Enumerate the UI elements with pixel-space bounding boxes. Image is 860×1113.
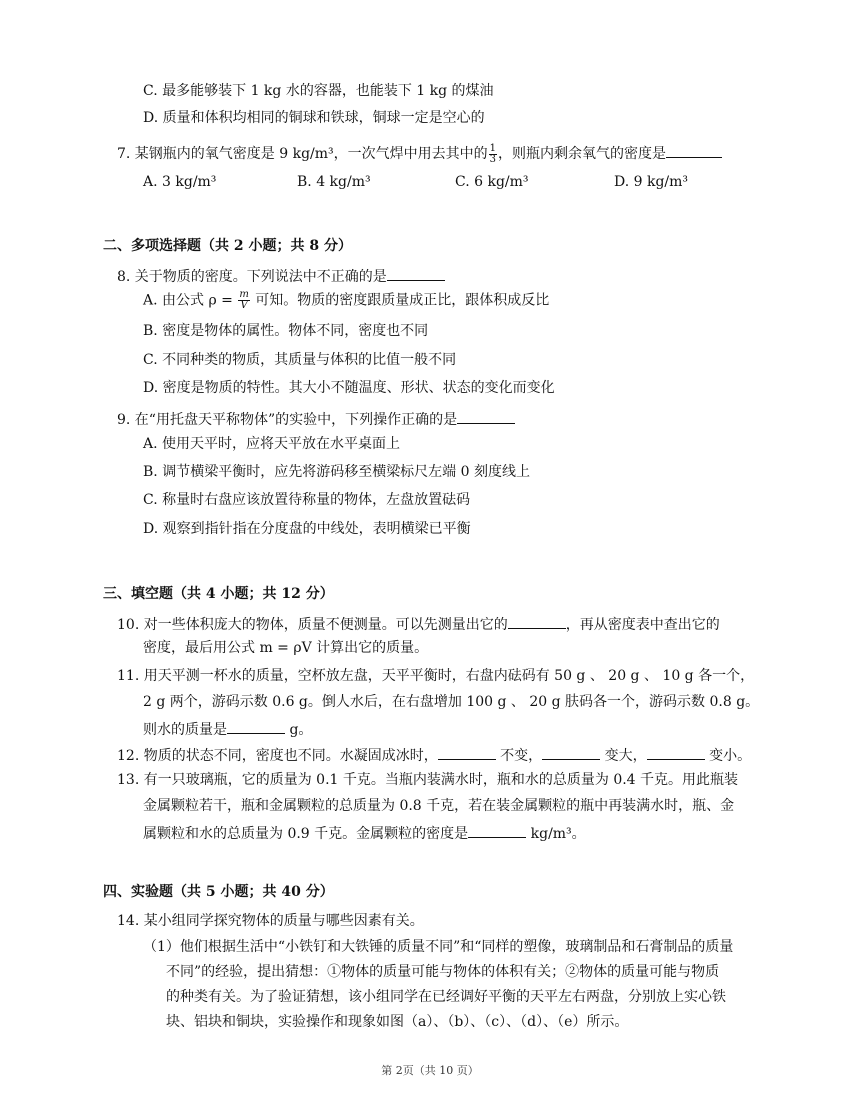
q8-option-a-part2: 可知。物质的密度跟质量成正比，跟体积成反比 xyxy=(250,292,550,309)
q8-density-formula-fraction xyxy=(238,290,249,311)
q12-answer-blank-2[interactable] xyxy=(542,744,600,760)
q7-stem-part1: 7. 某钢瓶内的氧气密度是 9 kg/m³，一次气焊中用去其中的 xyxy=(117,146,488,162)
q9-option-d: D. 观察到指针指在分度盘的中线处，表明横梁已平衡 xyxy=(143,521,471,537)
q8-fraction-numerator: m xyxy=(239,289,249,300)
q13-line-2: 金属颗粒若干，瓶和金属颗粒的总质量为 0.8 千克，若在装金属颗粒的瓶中再装满水时，瓶、金 xyxy=(143,798,735,814)
q9-option-b: B. 调节横梁平衡时，应先将游码移至横梁标尺左端 0 刻度线上 xyxy=(143,464,530,480)
q12-answer-blank-1[interactable] xyxy=(438,744,496,760)
q12-text-part3: 变大， xyxy=(600,748,647,764)
q10-text-part2: ，再从密度表中查出它的 xyxy=(565,617,720,633)
q13-answer-blank[interactable] xyxy=(468,822,526,838)
q8-stem-text: 8. 关于物质的密度。下列说法中不正确的是 xyxy=(117,269,387,285)
q10-text-part1: 10. 对一些体积庞大的物体，质量不便测量。可以先测量出它的 xyxy=(117,617,508,633)
q6-option-d: D. 质量和体积均相同的铜球和铁球，铜球一定是空心的 xyxy=(143,110,485,126)
q11-answer-blank[interactable] xyxy=(227,718,285,734)
q7-option-b: B. 4 kg/m³ xyxy=(297,174,371,190)
q8-option-d: D. 密度是物质的特性。其大小不随温度、形状、状态的变化而变化 xyxy=(143,380,555,396)
q12-text-part4: 变小。 xyxy=(704,748,752,764)
q13-line-3 xyxy=(143,822,586,844)
q7-option-d: D. 9 kg/m³ xyxy=(614,174,689,190)
q8-option-b: B. 密度是物体的属性。物体不同，密度也不同 xyxy=(143,323,429,339)
q12-line xyxy=(117,744,751,766)
section-4-heading: 四、实验题（共 5 小题；共 40 分） xyxy=(103,884,334,900)
q12-text-part2: 不变， xyxy=(495,748,543,764)
q13-text-part1: 属颗粒和水的总质量为 0.9 千克。金属颗粒的密度是 xyxy=(143,826,469,842)
q12-answer-blank-3[interactable] xyxy=(647,744,705,760)
q10-line-1 xyxy=(117,613,720,635)
q7-stem-part2: ，则瓶内剩余氧气的密度是 xyxy=(498,146,667,162)
q11-line-1: 11. 用天平测一杯水的质量，空杯放左盘，天平平衡时，右盘内砝码有 50 g 、 20 g 、 10 g 各一个， xyxy=(117,668,755,684)
q14-sub1-line-4: 块、铝块和铜块，实验操作和现象如图（a）、（b）、（c）、（d）、（e）所示。 xyxy=(166,1014,629,1030)
q7-stem xyxy=(117,142,722,165)
q7-fraction xyxy=(489,144,497,165)
q12-text-part1: 12. 物质的状态不同，密度也不同。水凝固成冰时， xyxy=(117,748,438,764)
q9-option-c: C. 称量时右盘应该放置待称量的物体，左盘放置砝码 xyxy=(143,492,471,508)
q7-fraction-numerator: 1 xyxy=(489,142,497,154)
q8-fraction-denominator: V xyxy=(240,300,248,311)
page-footer: 第 2页（共 10 页） xyxy=(381,1064,479,1077)
q8-option-a-part1: A. 由公式 ρ = xyxy=(143,292,238,309)
q6-option-c: C. 最多能够装下 1 kg 水的容器，也能装下 1 kg 的煤油 xyxy=(143,83,494,99)
q11-line-2: 2 g 两个，游码示数 0.6 g。倒人水后，在右盘增加 100 g 、 20 g 肤码各一个，游码示数 0.8 g。 xyxy=(143,694,760,710)
q7-option-a: A. 3 kg/m³ xyxy=(143,174,217,190)
q9-option-a: A. 使用天平时，应将天平放在水平桌面上 xyxy=(143,436,401,452)
q9-answer-blank[interactable] xyxy=(457,408,515,424)
q14-sub1-line-2: 不同”的经验，提出猜想：①物体的质量可能与物体的体积有关；②物体的质量可能与物质 xyxy=(166,964,720,980)
q14-sub1-line-1: （1）他们根据生活中“小铁钉和大铁锤的质量不同”和“同样的塑像，玻璃制品和石膏制品的质量 xyxy=(143,939,734,955)
q7-answer-blank[interactable] xyxy=(666,142,722,158)
q7-option-c: C. 6 kg/m³ xyxy=(455,174,529,190)
q13-text-part2: kg/m³。 xyxy=(526,826,586,842)
q11-text-part1: 则水的质量是 xyxy=(143,722,227,738)
q14-sub1-line-3: 的种类有关。为了验证猜想，该小组同学在已经调好平衡的天平左右两盘，分别放上实心铁 xyxy=(166,989,726,1005)
q10-line-2: 密度，最后用公式 m = ρV 计算出它的质量。 xyxy=(143,640,429,656)
q13-line-1: 13. 有一只玻璃瓶，它的质量为 0.1 千克。当瓶内装满水时，瓶和水的总质量为 0.4 千克。用此瓶装 xyxy=(117,772,739,788)
q10-answer-blank[interactable] xyxy=(508,613,566,629)
q9-stem xyxy=(117,408,515,430)
section-3-heading: 三、填空题（共 4 小题；共 12 分） xyxy=(103,586,334,602)
q11-line-3 xyxy=(143,718,312,740)
q8-answer-blank[interactable] xyxy=(387,265,445,281)
q14-stem: 14. 某小组同学探究物体的质量与哪些因素有关。 xyxy=(117,913,424,929)
q8-stem xyxy=(117,265,445,287)
q8-option-a xyxy=(143,290,549,311)
section-2-heading: 二、多项选择题（共 2 小题；共 8 分） xyxy=(103,238,352,254)
q9-stem-text: 9. 在“用托盘天平称物体”的实验中，下列操作正确的是 xyxy=(117,412,458,428)
q8-option-c: C. 不同种类的物质，其质量与体积的比值一般不同 xyxy=(143,352,457,368)
q7-fraction-denominator: 3 xyxy=(489,153,497,165)
q11-text-part2: g。 xyxy=(285,722,313,738)
